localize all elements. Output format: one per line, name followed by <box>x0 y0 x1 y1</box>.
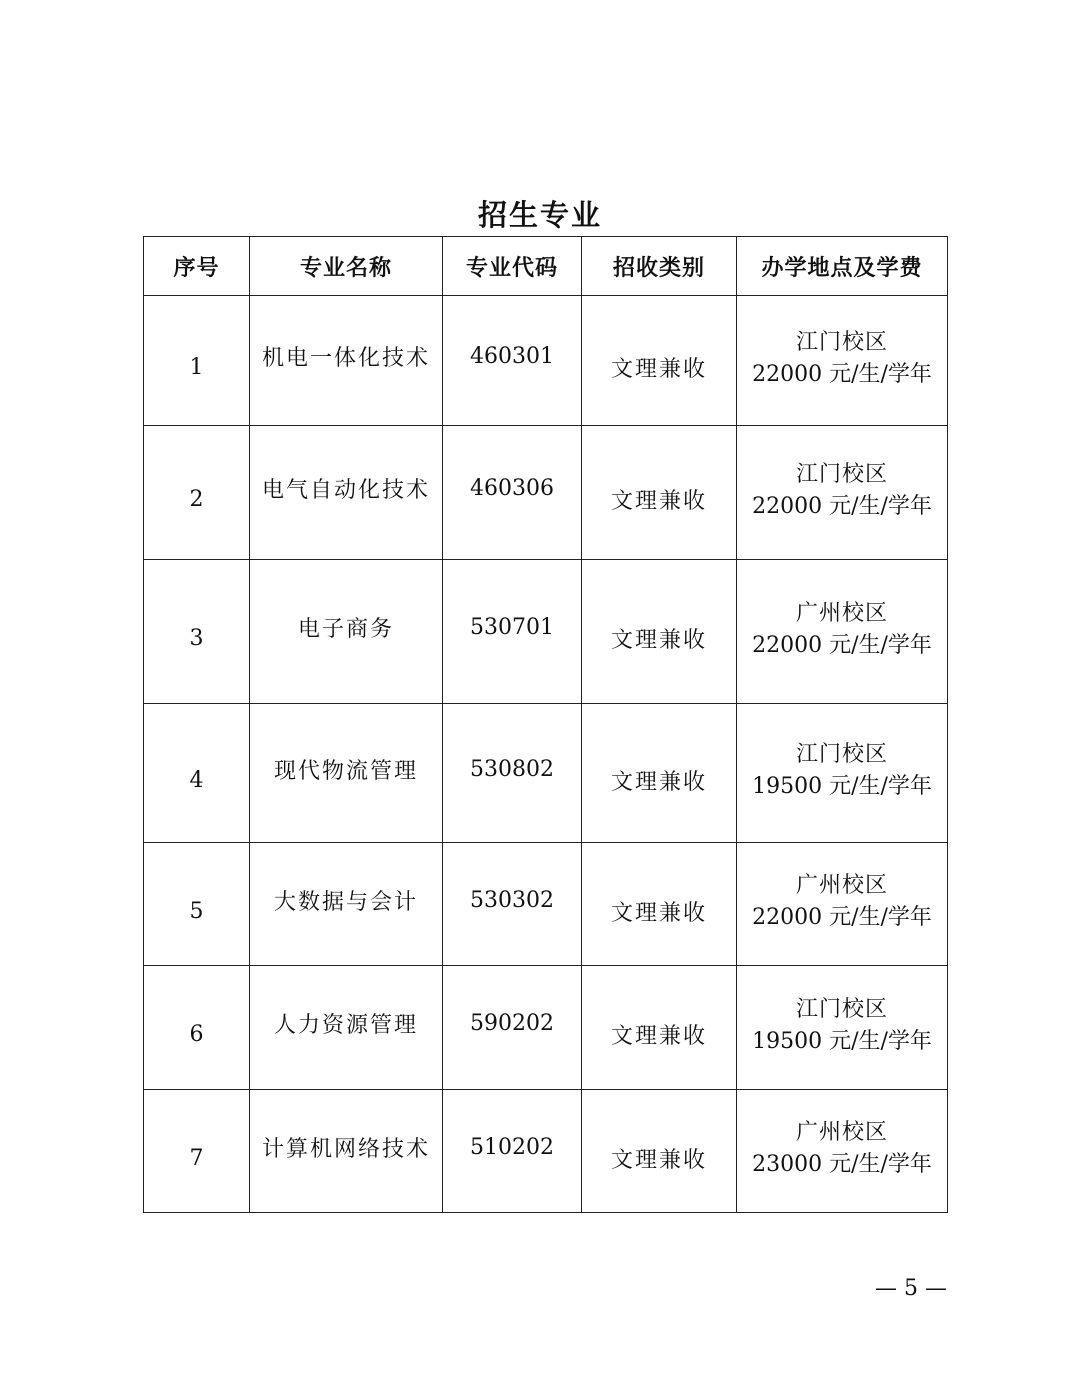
major-name: 电气自动化技术 <box>250 426 443 560</box>
header-admission-category: 招收类别 <box>582 237 737 296</box>
page-number: — 5 — <box>875 1276 947 1301</box>
header-serial-number: 序号 <box>144 237 250 296</box>
location-and-fee <box>737 704 948 843</box>
major-name: 计算机网络技术 <box>250 1090 443 1213</box>
serial-number: 6 <box>144 966 250 1090</box>
admission-category: 文理兼收 <box>582 1090 737 1213</box>
major-code: 460301 <box>443 296 582 426</box>
header-major-code: 专业代码 <box>443 237 582 296</box>
admission-category: 文理兼收 <box>582 296 737 426</box>
tuition-fee: 22000 元/生/学年 <box>752 361 932 387</box>
location-and-fee <box>737 560 948 704</box>
campus: 江门校区 <box>795 461 888 487</box>
location-and-fee <box>737 966 948 1090</box>
tuition-fee: 22000 元/生/学年 <box>752 493 932 519</box>
serial-number: 7 <box>144 1090 250 1213</box>
serial-number: 2 <box>144 426 250 560</box>
tuition-fee: 22000 元/生/学年 <box>752 632 932 658</box>
tuition-fee: 19500 元/生/学年 <box>752 1028 932 1054</box>
campus: 江门校区 <box>795 996 888 1022</box>
majors-table <box>143 236 948 1213</box>
header-location-and-fee: 办学地点及学费 <box>737 237 948 296</box>
major-name: 现代物流管理 <box>250 704 443 843</box>
header-major-name: 专业名称 <box>250 237 443 296</box>
campus: 广州校区 <box>795 600 888 626</box>
table-row <box>144 843 948 966</box>
serial-number: 5 <box>144 843 250 966</box>
table-row <box>144 704 948 843</box>
campus: 广州校区 <box>795 1120 888 1145</box>
admission-category: 文理兼收 <box>582 843 737 966</box>
campus: 江门校区 <box>795 329 888 355</box>
major-code: 510202 <box>443 1090 582 1213</box>
major-code: 460306 <box>443 426 582 560</box>
serial-number: 1 <box>144 296 250 426</box>
location-and-fee <box>737 426 948 560</box>
table-row <box>144 1090 948 1213</box>
table-row <box>144 966 948 1090</box>
campus: 广州校区 <box>795 873 888 898</box>
page-title: 招生专业 <box>477 198 602 232</box>
major-code: 530302 <box>443 843 582 966</box>
major-name: 大数据与会计 <box>250 843 443 966</box>
table-header-row <box>144 237 948 296</box>
tuition-fee: 23000 元/生/学年 <box>752 1152 932 1177</box>
location-and-fee <box>737 843 948 966</box>
admission-category: 文理兼收 <box>582 426 737 560</box>
major-name: 电子商务 <box>250 560 443 704</box>
tuition-fee: 19500 元/生/学年 <box>752 774 932 799</box>
tuition-fee: 22000 元/生/学年 <box>752 905 932 930</box>
location-and-fee <box>737 1090 948 1213</box>
campus: 江门校区 <box>795 742 888 767</box>
table-row <box>144 296 948 426</box>
major-code: 530802 <box>443 704 582 843</box>
table-row <box>144 426 948 560</box>
major-name: 人力资源管理 <box>250 966 443 1090</box>
location-and-fee <box>737 296 948 426</box>
serial-number: 3 <box>144 560 250 704</box>
major-code: 590202 <box>443 966 582 1090</box>
admission-category: 文理兼收 <box>582 966 737 1090</box>
major-code: 530701 <box>443 560 582 704</box>
serial-number: 4 <box>144 704 250 843</box>
table-row <box>144 560 948 704</box>
admission-category: 文理兼收 <box>582 560 737 704</box>
admission-category: 文理兼收 <box>582 704 737 843</box>
major-name: 机电一体化技术 <box>250 296 443 426</box>
